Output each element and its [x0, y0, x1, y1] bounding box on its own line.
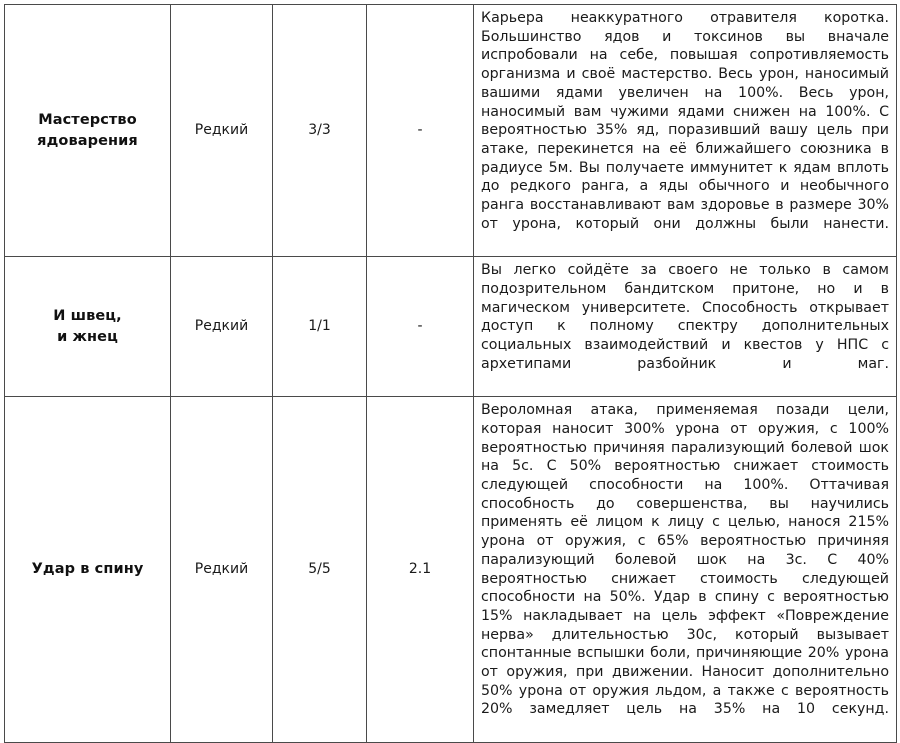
- ability-ranks-value: 1/1: [308, 317, 331, 334]
- ability-ranks-cell: [273, 397, 367, 743]
- ability-ranks-value: 5/5: [308, 560, 331, 577]
- ability-name-line-1: Удар в спину: [31, 561, 144, 578]
- ability-name-line-2: и жнец: [57, 328, 118, 345]
- ability-name-line-1: И швец,: [53, 308, 122, 325]
- ability-description-text: Карьера неаккуратного отравителя коротка. Большинство ядов и токсинов вы вначале испробовали на себе, повышая сопротивляемость организма и своё мастерство. Весь урон, наносимый вашими ядами увеличен на 100%. Весь урон, наносимый вам чужими ядами снижен на 100%. С вероятностью 35% яд, поразивший вашу цель при атаке, перекинется на её ближайшего союзника в радиусе 5м. Вы получаете иммунитет к ядам вплоть до редкого ранга, а яды обычного и необычного ранга восстанавливают вам здоровье в размере 30% от урона, который они должны были нанести.: [481, 10, 889, 232]
- table-row: [5, 5, 897, 257]
- ability-description-text: Вы легко сойдёте за своего не только в самом подозрительном бандитском притоне, но и в магическом университете. Способность открывает доступ к полному спектру дополнительных социальных взаимодействий и квестов у НПС с архетипами разбойник и маг.: [481, 262, 889, 372]
- ability-cooldown-value: -: [417, 317, 423, 334]
- ability-rarity-value: Редкий: [194, 560, 249, 577]
- abilities-table-body: [5, 5, 897, 743]
- table-row: [5, 257, 897, 397]
- ability-name-cell: [5, 257, 171, 397]
- ability-name-line-1: Мастерство: [38, 111, 137, 128]
- ability-description-cell: [474, 397, 897, 743]
- ability-rarity-value: Редкий: [194, 121, 249, 138]
- ability-rarity-cell: [171, 397, 273, 743]
- abilities-table: [4, 4, 897, 743]
- ability-cooldown-cell: [367, 257, 474, 397]
- ability-cooldown-value: 2.1: [408, 560, 432, 577]
- ability-cooldown-value: -: [417, 121, 423, 138]
- ability-description-text: Вероломная атака, применяемая позади цели, которая наносит 300% урона от оружия, с 100% вероятностью причиняя парализующий болевой шок на 5с. С 50% вероятностью снижает стоимость следующей способности на 100%. Оттачивая способность до совершенства, вы научились применять её лицом к лицу с целью, нанося 215% урона от оружия, с 65% вероятностью причиняя парализующий болевой шок на 3с. С 40% вероятностью снижает стоимость следующей способности на 50%. Удар в спину с вероятностью 15% накладывает на цель эффект «Повреждение нерва» длительностью 30с, который вызывает спонтанные вспышки боли, причиняющие 20% урона от оружия, при движении. Наносит дополнительно 50% урона от оружия льдом, а также с вероятность 20% замедляет цель на 35% на 10 секунд.: [481, 402, 889, 718]
- ability-cooldown-cell: [367, 5, 474, 257]
- ability-description-cell: [474, 257, 897, 397]
- ability-ranks-cell: [273, 257, 367, 397]
- ability-rarity-value: Редкий: [194, 317, 249, 334]
- ability-cooldown-cell: [367, 397, 474, 743]
- table-row: [5, 397, 897, 743]
- ability-name-cell: [5, 397, 171, 743]
- ability-ranks-cell: [273, 5, 367, 257]
- ability-name-cell: [5, 5, 171, 257]
- ability-ranks-value: 3/3: [308, 121, 331, 138]
- ability-rarity-cell: [171, 5, 273, 257]
- ability-description-cell: [474, 5, 897, 257]
- ability-rarity-cell: [171, 257, 273, 397]
- ability-name-line-2: ядоварения: [37, 132, 138, 149]
